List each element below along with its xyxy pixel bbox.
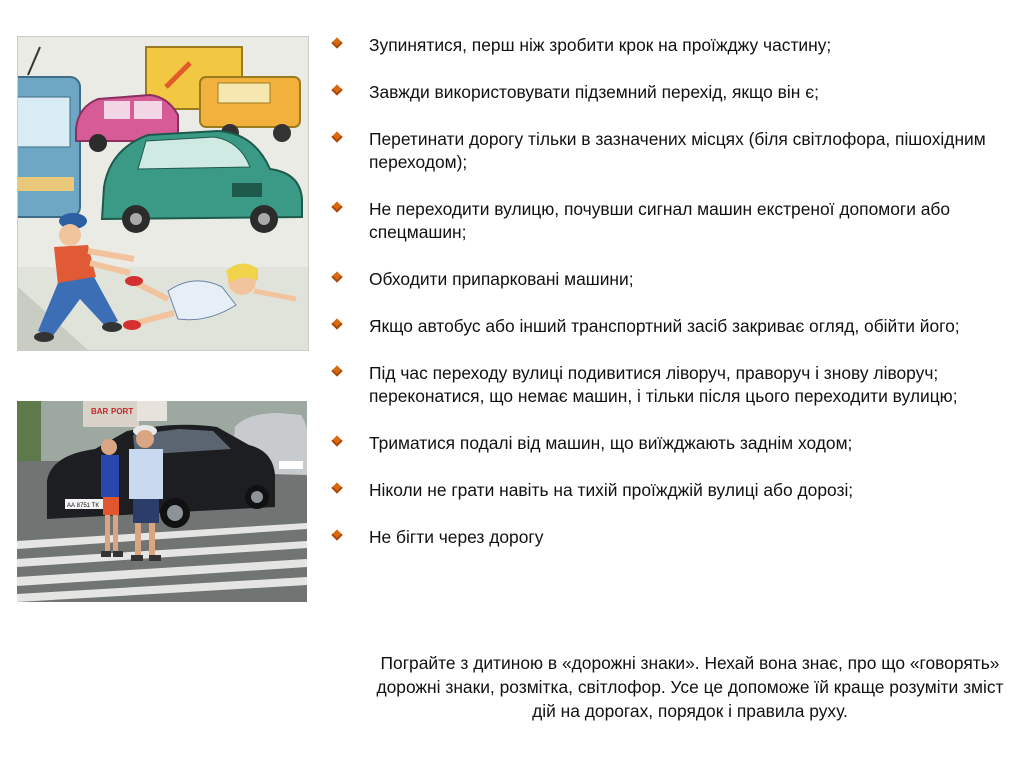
shop-sign-text: BAR (91, 407, 109, 416)
rule-text: Обходити припарковані машини; (369, 269, 634, 289)
list-item (330, 432, 1010, 455)
diamond-bullet-icon (331, 271, 342, 282)
photo-boys-crossing (17, 401, 307, 602)
parent-tip-paragraph: Пограйте з дитиною в «дорожні знаки». Нехай вона знає, про що «говорять» дорожні знаки, розмітка, світлофор. Усе це допоможе їй краще розуміти зміст дій на дорогах, порядок і правила руху. (376, 653, 1004, 722)
list-item (330, 128, 1010, 174)
illustration-children-on-road (17, 36, 309, 351)
rules-list (330, 34, 1010, 573)
list-item (330, 81, 1010, 104)
shop-sign-text-2: PORT (111, 407, 134, 416)
rule-text: Не переходити вулицю, почувши сигнал машин екстреної допомоги або спецмашин; (369, 199, 951, 242)
rule-text: Під час переходу вулиці подивитися ліворуч, праворуч і знову ліворуч; переконатися, що немає машин, і тільки після цього переходити вулицю; (369, 363, 958, 406)
rule-text: Якщо автобус або інший транспортний засіб закриває огляд, обійти його; (369, 316, 960, 336)
list-item (330, 479, 1010, 502)
rule-text: Зупинятися, перш ніж зробити крок на проїжджу частину; (369, 35, 832, 55)
list-item (330, 198, 1010, 244)
list-item (330, 34, 1010, 57)
diamond-bullet-icon (331, 84, 342, 95)
list-item (330, 526, 1010, 549)
rule-text: Завжди використовувати підземний перехід, якщо він є; (369, 82, 819, 102)
diamond-bullet-icon (331, 365, 342, 376)
photo-drawing (17, 401, 307, 602)
diamond-bullet-icon (331, 318, 342, 329)
list-item (330, 268, 1010, 291)
rule-text: Ніколи не грати навіть на тихій проїжджій вулиці або дорозі; (369, 480, 854, 500)
license-plate: АА 8751 ТК (67, 503, 99, 509)
illustration-drawing (18, 37, 308, 350)
list-item (330, 362, 1010, 408)
rule-text: Не бігти через дорогу (369, 527, 544, 547)
diamond-bullet-icon (331, 201, 342, 212)
diamond-bullet-icon (331, 482, 342, 493)
diamond-bullet-icon (331, 529, 342, 540)
rule-text: Триматися подалі від машин, що виїжджають заднім ходом; (369, 433, 853, 453)
diamond-bullet-icon (331, 131, 342, 142)
rule-text: Перетинати дорогу тільки в зазначених місцях (біля світлофора, пішохідним переходом); (369, 129, 986, 172)
diamond-bullet-icon (331, 37, 342, 48)
list-item (330, 315, 1010, 338)
diamond-bullet-icon (331, 435, 342, 446)
